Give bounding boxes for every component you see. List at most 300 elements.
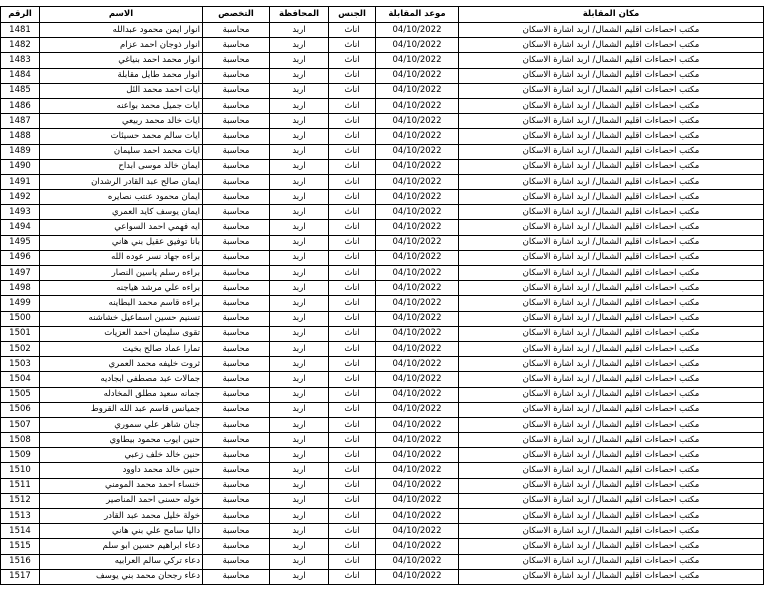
cell-date: 04/10/2022: [376, 281, 459, 296]
cell-name: انوار محمد طايل مقابلة: [40, 68, 203, 83]
cell-governorate: اربد: [270, 539, 329, 554]
cell-name: انوار محمد احمد بنياغي: [40, 53, 203, 68]
column-header-date: موعد المقابلة: [376, 7, 459, 23]
table-row: [1, 220, 764, 235]
cell-name: جميانس قاسم عبد الله القروط: [40, 402, 203, 417]
cell-specialty: محاسبة: [203, 417, 270, 432]
cell-number: 1495: [1, 235, 40, 250]
table-row: [1, 53, 764, 68]
cell-number: 1499: [1, 296, 40, 311]
cell-governorate: اربد: [270, 190, 329, 205]
cell-name: تقوى سليمان احمد العزيات: [40, 326, 203, 341]
cell-number: 1506: [1, 402, 40, 417]
cell-governorate: اربد: [270, 266, 329, 281]
cell-place: مكتب احصاءات اقليم الشمال/ اربد اشارة الاسكان: [459, 205, 764, 220]
cell-number: 1512: [1, 493, 40, 508]
cell-date: 04/10/2022: [376, 174, 459, 189]
table-row: [1, 478, 764, 493]
cell-governorate: اربد: [270, 159, 329, 174]
cell-name: ايات سالم محمد حسيئات: [40, 129, 203, 144]
cell-specialty: محاسبة: [203, 326, 270, 341]
cell-name: حنين خالد خلف زعبي: [40, 448, 203, 463]
cell-governorate: اربد: [270, 220, 329, 235]
cell-place: مكتب احصاءات اقليم الشمال/ اربد اشارة الاسكان: [459, 311, 764, 326]
cell-governorate: اربد: [270, 478, 329, 493]
cell-specialty: محاسبة: [203, 357, 270, 372]
cell-place: مكتب احصاءات اقليم الشمال/ اربد اشارة الاسكان: [459, 493, 764, 508]
cell-gender: اناث: [329, 174, 376, 189]
cell-number: 1487: [1, 114, 40, 129]
table-row: [1, 266, 764, 281]
cell-place: مكتب احصاءات اقليم الشمال/ اربد اشارة الاسكان: [459, 433, 764, 448]
cell-governorate: اربد: [270, 53, 329, 68]
cell-place: مكتب احصاءات اقليم الشمال/ اربد اشارة الاسكان: [459, 190, 764, 205]
cell-name: ايمان يوسف كايد العمري: [40, 205, 203, 220]
cell-place: مكتب احصاءات اقليم الشمال/ اربد اشارة الاسكان: [459, 250, 764, 265]
cell-specialty: محاسبة: [203, 478, 270, 493]
cell-gender: اناث: [329, 220, 376, 235]
cell-specialty: محاسبة: [203, 296, 270, 311]
cell-date: 04/10/2022: [376, 205, 459, 220]
cell-name: ايمان محمود عنتب نصايره: [40, 190, 203, 205]
cell-name: دعاء تركي سالم العرابيه: [40, 554, 203, 569]
cell-date: 04/10/2022: [376, 159, 459, 174]
cell-number: 1492: [1, 190, 40, 205]
column-header-governorate: المحافظة: [270, 7, 329, 23]
cell-name: جمانه سعيد مطلق المخادله: [40, 387, 203, 402]
cell-specialty: محاسبة: [203, 220, 270, 235]
cell-governorate: اربد: [270, 402, 329, 417]
cell-governorate: اربد: [270, 311, 329, 326]
applicants-table: [0, 6, 764, 585]
cell-date: 04/10/2022: [376, 554, 459, 569]
cell-number: 1511: [1, 478, 40, 493]
cell-specialty: محاسبة: [203, 159, 270, 174]
cell-gender: اناث: [329, 372, 376, 387]
table-row: [1, 493, 764, 508]
cell-gender: اناث: [329, 296, 376, 311]
cell-date: 04/10/2022: [376, 539, 459, 554]
cell-specialty: محاسبة: [203, 341, 270, 356]
cell-specialty: محاسبة: [203, 23, 270, 38]
cell-place: مكتب احصاءات اقليم الشمال/ اربد اشارة الاسكان: [459, 524, 764, 539]
cell-specialty: محاسبة: [203, 509, 270, 524]
table-row: [1, 448, 764, 463]
table-row: [1, 433, 764, 448]
cell-name: جمالات عبد مصطفى ابجاديه: [40, 372, 203, 387]
cell-date: 04/10/2022: [376, 235, 459, 250]
cell-number: 1507: [1, 417, 40, 432]
table-header-row: [1, 7, 764, 23]
cell-governorate: اربد: [270, 433, 329, 448]
cell-name: حنين ايوب محمود بيطاوي: [40, 433, 203, 448]
cell-date: 04/10/2022: [376, 569, 459, 584]
cell-gender: اناث: [329, 341, 376, 356]
cell-gender: اناث: [329, 83, 376, 98]
table-row: [1, 524, 764, 539]
cell-place: مكتب احصاءات اقليم الشمال/ اربد اشارة الاسكان: [459, 387, 764, 402]
cell-gender: اناث: [329, 493, 376, 508]
cell-date: 04/10/2022: [376, 266, 459, 281]
cell-name: دعاء ابراهيم حسين ابو سلم: [40, 539, 203, 554]
cell-number: 1498: [1, 281, 40, 296]
cell-number: 1483: [1, 53, 40, 68]
cell-number: 1504: [1, 372, 40, 387]
cell-number: 1485: [1, 83, 40, 98]
table-row: [1, 554, 764, 569]
cell-specialty: محاسبة: [203, 433, 270, 448]
cell-number: 1490: [1, 159, 40, 174]
cell-number: 1517: [1, 569, 40, 584]
cell-date: 04/10/2022: [376, 220, 459, 235]
cell-date: 04/10/2022: [376, 311, 459, 326]
cell-governorate: اربد: [270, 554, 329, 569]
cell-name: خولة خليل محمد عبد القادر: [40, 509, 203, 524]
cell-specialty: محاسبة: [203, 387, 270, 402]
cell-gender: اناث: [329, 311, 376, 326]
table-row: [1, 83, 764, 98]
cell-name: ايات جميل محمد بواعنه: [40, 98, 203, 113]
cell-date: 04/10/2022: [376, 53, 459, 68]
cell-place: مكتب احصاءات اقليم الشمال/ اربد اشارة الاسكان: [459, 539, 764, 554]
cell-governorate: اربد: [270, 524, 329, 539]
cell-specialty: محاسبة: [203, 38, 270, 53]
cell-governorate: اربد: [270, 205, 329, 220]
cell-gender: اناث: [329, 159, 376, 174]
cell-gender: اناث: [329, 539, 376, 554]
cell-gender: اناث: [329, 114, 376, 129]
cell-gender: اناث: [329, 68, 376, 83]
cell-gender: اناث: [329, 98, 376, 113]
cell-gender: اناث: [329, 554, 376, 569]
cell-gender: اناث: [329, 417, 376, 432]
cell-specialty: محاسبة: [203, 250, 270, 265]
cell-name: ثروت خليفه محمد العمري: [40, 357, 203, 372]
column-header-gender: الجنس: [329, 7, 376, 23]
table-row: [1, 114, 764, 129]
cell-place: مكتب احصاءات اقليم الشمال/ اربد اشارة الاسكان: [459, 326, 764, 341]
cell-number: 1482: [1, 38, 40, 53]
cell-place: مكتب احصاءات اقليم الشمال/ اربد اشارة الاسكان: [459, 266, 764, 281]
table-row: [1, 23, 764, 38]
cell-specialty: محاسبة: [203, 98, 270, 113]
cell-specialty: محاسبة: [203, 448, 270, 463]
cell-specialty: محاسبة: [203, 144, 270, 159]
cell-number: 1489: [1, 144, 40, 159]
cell-date: 04/10/2022: [376, 341, 459, 356]
cell-name: براءه قاسم محمد البطاينه: [40, 296, 203, 311]
cell-governorate: اربد: [270, 23, 329, 38]
table-row: [1, 205, 764, 220]
cell-place: مكتب احصاءات اقليم الشمال/ اربد اشارة الاسكان: [459, 68, 764, 83]
table-row: [1, 357, 764, 372]
cell-place: مكتب احصاءات اقليم الشمال/ اربد اشارة الاسكان: [459, 554, 764, 569]
cell-place: مكتب احصاءات اقليم الشمال/ اربد اشارة الاسكان: [459, 83, 764, 98]
table-row: [1, 68, 764, 83]
cell-date: 04/10/2022: [376, 387, 459, 402]
cell-governorate: اربد: [270, 144, 329, 159]
cell-gender: اناث: [329, 281, 376, 296]
cell-specialty: محاسبة: [203, 174, 270, 189]
cell-date: 04/10/2022: [376, 114, 459, 129]
cell-place: مكتب احصاءات اقليم الشمال/ اربد اشارة الاسكان: [459, 509, 764, 524]
cell-number: 1509: [1, 448, 40, 463]
table-row: [1, 144, 764, 159]
cell-place: مكتب احصاءات اقليم الشمال/ اربد اشارة الاسكان: [459, 174, 764, 189]
cell-place: مكتب احصاءات اقليم الشمال/ اربد اشارة الاسكان: [459, 417, 764, 432]
cell-governorate: اربد: [270, 83, 329, 98]
cell-place: مكتب احصاءات اقليم الشمال/ اربد اشارة الاسكان: [459, 159, 764, 174]
cell-number: 1505: [1, 387, 40, 402]
cell-governorate: اربد: [270, 493, 329, 508]
cell-governorate: اربد: [270, 68, 329, 83]
cell-date: 04/10/2022: [376, 23, 459, 38]
cell-specialty: محاسبة: [203, 554, 270, 569]
table-row: [1, 129, 764, 144]
cell-date: 04/10/2022: [376, 144, 459, 159]
table-row: [1, 98, 764, 113]
cell-gender: اناث: [329, 387, 376, 402]
cell-date: 04/10/2022: [376, 463, 459, 478]
cell-governorate: اربد: [270, 387, 329, 402]
cell-gender: اناث: [329, 326, 376, 341]
cell-place: مكتب احصاءات اقليم الشمال/ اربد اشارة الاسكان: [459, 281, 764, 296]
column-header-place: مكان المقابلة: [459, 7, 764, 23]
cell-gender: اناث: [329, 448, 376, 463]
cell-date: 04/10/2022: [376, 250, 459, 265]
cell-specialty: محاسبة: [203, 281, 270, 296]
cell-gender: اناث: [329, 235, 376, 250]
cell-name: براءه جهاد نسر عوده الله: [40, 250, 203, 265]
cell-governorate: اربد: [270, 38, 329, 53]
cell-date: 04/10/2022: [376, 68, 459, 83]
cell-number: 1503: [1, 357, 40, 372]
cell-date: 04/10/2022: [376, 83, 459, 98]
cell-name: ايات خالد محمد ربيعي: [40, 114, 203, 129]
table-row: [1, 509, 764, 524]
cell-date: 04/10/2022: [376, 296, 459, 311]
cell-name: ايمان صالح عبد القادر الرشدان: [40, 174, 203, 189]
cell-date: 04/10/2022: [376, 417, 459, 432]
cell-number: 1497: [1, 266, 40, 281]
cell-name: انوار ايمن محمود عبدالله: [40, 23, 203, 38]
cell-number: 1481: [1, 23, 40, 38]
cell-specialty: محاسبة: [203, 205, 270, 220]
cell-number: 1493: [1, 205, 40, 220]
cell-governorate: اربد: [270, 341, 329, 356]
table-row: [1, 250, 764, 265]
cell-place: مكتب احصاءات اقليم الشمال/ اربد اشارة الاسكان: [459, 372, 764, 387]
cell-place: مكتب احصاءات اقليم الشمال/ اربد اشارة الاسكان: [459, 220, 764, 235]
cell-name: ايات محمد احمد سليمان: [40, 144, 203, 159]
cell-date: 04/10/2022: [376, 98, 459, 113]
cell-name: داليا سامح علي بني هاني: [40, 524, 203, 539]
cell-gender: اناث: [329, 190, 376, 205]
cell-governorate: اربد: [270, 326, 329, 341]
cell-date: 04/10/2022: [376, 524, 459, 539]
cell-number: 1515: [1, 539, 40, 554]
cell-place: مكتب احصاءات اقليم الشمال/ اربد اشارة الاسكان: [459, 23, 764, 38]
cell-number: 1508: [1, 433, 40, 448]
table-header: [1, 7, 764, 23]
cell-specialty: محاسبة: [203, 114, 270, 129]
table-row: [1, 281, 764, 296]
cell-name: حنين خالد محمد داوود: [40, 463, 203, 478]
cell-gender: اناث: [329, 23, 376, 38]
cell-specialty: محاسبة: [203, 311, 270, 326]
table-body: [1, 23, 764, 585]
cell-governorate: اربد: [270, 174, 329, 189]
table-row: [1, 417, 764, 432]
cell-specialty: محاسبة: [203, 372, 270, 387]
cell-specialty: محاسبة: [203, 493, 270, 508]
cell-number: 1496: [1, 250, 40, 265]
cell-name: دعاء رجحان محمد بني يوسف: [40, 569, 203, 584]
cell-date: 04/10/2022: [376, 493, 459, 508]
cell-name: تسنيم حسين اسماعيل خشاشنه: [40, 311, 203, 326]
cell-gender: اناث: [329, 53, 376, 68]
cell-governorate: اربد: [270, 509, 329, 524]
cell-place: مكتب احصاءات اقليم الشمال/ اربد اشارة الاسكان: [459, 114, 764, 129]
cell-specialty: محاسبة: [203, 235, 270, 250]
cell-name: براءه رسلم ياسين النصار: [40, 266, 203, 281]
cell-name: انوار ذوجان احمد عزام: [40, 38, 203, 53]
cell-gender: اناث: [329, 250, 376, 265]
column-header-specialty: التخصص: [203, 7, 270, 23]
cell-date: 04/10/2022: [376, 357, 459, 372]
cell-place: مكتب احصاءات اقليم الشمال/ اربد اشارة الاسكان: [459, 53, 764, 68]
table-row: [1, 159, 764, 174]
cell-specialty: محاسبة: [203, 129, 270, 144]
cell-date: 04/10/2022: [376, 433, 459, 448]
cell-date: 04/10/2022: [376, 478, 459, 493]
cell-number: 1500: [1, 311, 40, 326]
cell-specialty: محاسبة: [203, 266, 270, 281]
cell-governorate: اربد: [270, 372, 329, 387]
cell-date: 04/10/2022: [376, 326, 459, 341]
table-row: [1, 296, 764, 311]
cell-name: ايمان خالد موسى ابداح: [40, 159, 203, 174]
cell-specialty: محاسبة: [203, 463, 270, 478]
cell-governorate: اربد: [270, 235, 329, 250]
table-row: [1, 569, 764, 584]
cell-place: مكتب احصاءات اقليم الشمال/ اربد اشارة الاسكان: [459, 357, 764, 372]
table-row: [1, 463, 764, 478]
cell-gender: اناث: [329, 266, 376, 281]
cell-date: 04/10/2022: [376, 509, 459, 524]
cell-number: 1514: [1, 524, 40, 539]
cell-specialty: محاسبة: [203, 524, 270, 539]
cell-place: مكتب احصاءات اقليم الشمال/ اربد اشارة الاسكان: [459, 235, 764, 250]
cell-number: 1501: [1, 326, 40, 341]
cell-name: خنساء احمد محمد المومني: [40, 478, 203, 493]
table-row: [1, 341, 764, 356]
table-row: [1, 311, 764, 326]
cell-gender: اناث: [329, 38, 376, 53]
cell-gender: اناث: [329, 433, 376, 448]
cell-governorate: اربد: [270, 448, 329, 463]
cell-number: 1494: [1, 220, 40, 235]
table-row: [1, 174, 764, 189]
cell-gender: اناث: [329, 478, 376, 493]
cell-place: مكتب احصاءات اقليم الشمال/ اربد اشارة الاسكان: [459, 402, 764, 417]
cell-date: 04/10/2022: [376, 448, 459, 463]
cell-governorate: اربد: [270, 569, 329, 584]
cell-governorate: اربد: [270, 250, 329, 265]
cell-date: 04/10/2022: [376, 372, 459, 387]
cell-specialty: محاسبة: [203, 539, 270, 554]
cell-gender: اناث: [329, 524, 376, 539]
cell-date: 04/10/2022: [376, 190, 459, 205]
cell-place: مكتب احصاءات اقليم الشمال/ اربد اشارة الاسكان: [459, 129, 764, 144]
cell-name: ايه فهمي احمد السواعي: [40, 220, 203, 235]
cell-gender: اناث: [329, 144, 376, 159]
table-row: [1, 235, 764, 250]
cell-specialty: محاسبة: [203, 402, 270, 417]
cell-place: مكتب احصاءات اقليم الشمال/ اربد اشارة الاسكان: [459, 341, 764, 356]
cell-gender: اناث: [329, 509, 376, 524]
cell-governorate: اربد: [270, 357, 329, 372]
cell-place: مكتب احصاءات اقليم الشمال/ اربد اشارة الاسكان: [459, 38, 764, 53]
table-row: [1, 387, 764, 402]
cell-place: مكتب احصاءات اقليم الشمال/ اربد اشارة الاسكان: [459, 144, 764, 159]
cell-gender: اناث: [329, 205, 376, 220]
cell-place: مكتب احصاءات اقليم الشمال/ اربد اشارة الاسكان: [459, 98, 764, 113]
cell-number: 1502: [1, 341, 40, 356]
table-row: [1, 539, 764, 554]
cell-number: 1513: [1, 509, 40, 524]
cell-gender: اناث: [329, 129, 376, 144]
cell-specialty: محاسبة: [203, 68, 270, 83]
cell-number: 1516: [1, 554, 40, 569]
cell-number: 1510: [1, 463, 40, 478]
cell-place: مكتب احصاءات اقليم الشمال/ اربد اشارة الاسكان: [459, 569, 764, 584]
cell-governorate: اربد: [270, 417, 329, 432]
cell-governorate: اربد: [270, 98, 329, 113]
cell-governorate: اربد: [270, 114, 329, 129]
table-row: [1, 402, 764, 417]
cell-name: ايات احمد محمد الئل: [40, 83, 203, 98]
cell-number: 1488: [1, 129, 40, 144]
cell-governorate: اربد: [270, 281, 329, 296]
cell-specialty: محاسبة: [203, 83, 270, 98]
table-row: [1, 190, 764, 205]
cell-date: 04/10/2022: [376, 129, 459, 144]
cell-governorate: اربد: [270, 129, 329, 144]
cell-name: خوله حسنى احمد المناصير: [40, 493, 203, 508]
cell-place: مكتب احصاءات اقليم الشمال/ اربد اشارة الاسكان: [459, 463, 764, 478]
cell-place: مكتب احصاءات اقليم الشمال/ اربد اشارة الاسكان: [459, 296, 764, 311]
cell-gender: اناث: [329, 357, 376, 372]
cell-governorate: اربد: [270, 463, 329, 478]
column-header-number: الرقم: [1, 7, 40, 23]
cell-name: تمارا عماد صالح بخيت: [40, 341, 203, 356]
cell-gender: اناث: [329, 402, 376, 417]
cell-date: 04/10/2022: [376, 402, 459, 417]
cell-governorate: اربد: [270, 296, 329, 311]
cell-gender: اناث: [329, 463, 376, 478]
cell-number: 1486: [1, 98, 40, 113]
table-row: [1, 326, 764, 341]
table-row: [1, 38, 764, 53]
cell-specialty: محاسبة: [203, 53, 270, 68]
cell-name: بانا توفيق عقيل بني هاني: [40, 235, 203, 250]
table-row: [1, 372, 764, 387]
cell-date: 04/10/2022: [376, 38, 459, 53]
cell-place: مكتب احصاءات اقليم الشمال/ اربد اشارة الاسكان: [459, 448, 764, 463]
cell-place: مكتب احصاءات اقليم الشمال/ اربد اشارة الاسكان: [459, 478, 764, 493]
column-header-name: الاسم: [40, 7, 203, 23]
